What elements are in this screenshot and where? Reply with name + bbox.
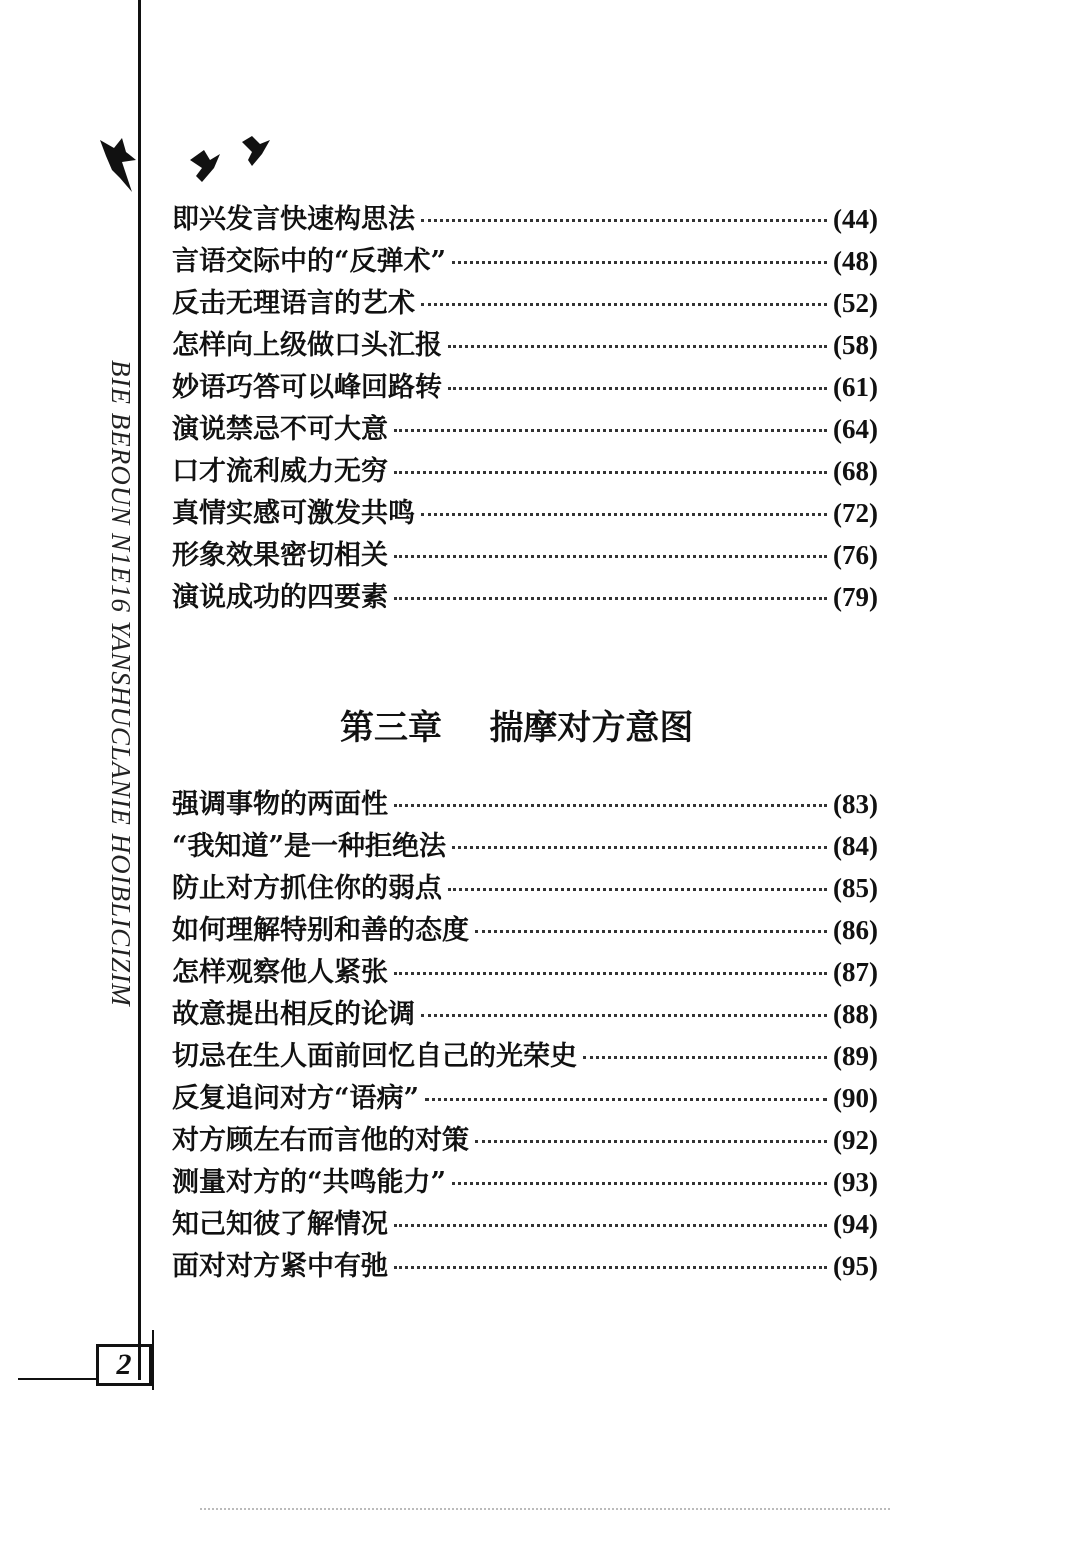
margin-rule-short: [152, 1330, 154, 1390]
toc-title: 演说成功的四要素: [172, 582, 388, 613]
side-decoration-text: BIE BEROUN N1E16 YANSHUCLANIE HOIBLICIZIM: [106, 360, 136, 1007]
toc-row[interactable]: [172, 909, 878, 951]
leader-dots: [421, 1013, 827, 1017]
leader-dots: [448, 887, 827, 891]
toc-row[interactable]: [172, 534, 878, 576]
leader-dots: [421, 218, 827, 222]
toc-row[interactable]: [172, 408, 878, 450]
toc-row[interactable]: [172, 825, 878, 867]
leader-dots: [448, 386, 827, 390]
toc-page: (68): [833, 456, 878, 486]
leader-dots: [421, 512, 827, 516]
leader-dots: [448, 344, 827, 348]
toc-page: (64): [833, 414, 878, 444]
toc-row[interactable]: [172, 951, 878, 993]
toc-row[interactable]: [172, 993, 878, 1035]
toc-page: (79): [833, 582, 878, 612]
toc-row[interactable]: [172, 1035, 878, 1077]
toc-title: 面对对方紧中有弛: [172, 1251, 388, 1282]
toc-title: 反击无理语言的艺术: [172, 288, 415, 319]
toc-row[interactable]: [172, 450, 878, 492]
toc-section: [172, 198, 878, 618]
toc-page: (48): [833, 246, 878, 276]
toc-title: 真情实感可激发共鸣: [172, 498, 415, 529]
leader-dots: [394, 971, 827, 975]
toc-title: 演说禁忌不可大意: [172, 414, 388, 445]
toc-title: 对方顾左右而言他的对策: [172, 1125, 469, 1156]
leader-dots: [425, 1097, 827, 1101]
toc-row[interactable]: [172, 282, 878, 324]
toc-page: (84): [833, 831, 878, 861]
toc-page: (89): [833, 1041, 878, 1071]
leader-dots: [452, 260, 827, 264]
toc-title: 如何理解特别和善的态度: [172, 915, 469, 946]
toc-page: (90): [833, 1083, 878, 1113]
toc-row[interactable]: [172, 240, 878, 282]
leader-dots: [394, 803, 827, 807]
toc-page: (95): [833, 1251, 878, 1281]
toc-row[interactable]: [172, 1203, 878, 1245]
toc-page: (93): [833, 1167, 878, 1197]
toc-title: 妙语巧答可以峰回路转: [172, 372, 442, 403]
page-number-rule: [18, 1378, 98, 1380]
toc-title: “我知道”是一种拒绝法: [172, 831, 447, 862]
birds-ornament-icon: [92, 120, 282, 210]
toc-page: (52): [833, 288, 878, 318]
toc-page: (88): [833, 999, 878, 1029]
leader-dots: [475, 1139, 827, 1143]
toc-row[interactable]: [172, 1077, 878, 1119]
leader-dots: [452, 845, 827, 849]
leader-dots: [394, 428, 827, 432]
toc-page: (87): [833, 957, 878, 987]
toc-row[interactable]: [172, 1161, 878, 1203]
toc-row[interactable]: [172, 366, 878, 408]
toc-page: (58): [833, 330, 878, 360]
toc-page: (86): [833, 915, 878, 945]
leader-dots: [583, 1055, 827, 1059]
toc-title: 怎样观察他人紧张: [172, 957, 388, 988]
toc-page: (72): [833, 498, 878, 528]
toc-title: 强调事物的两面性: [172, 789, 388, 820]
toc-row[interactable]: [172, 492, 878, 534]
toc-title: 形象效果密切相关: [172, 540, 388, 571]
leader-dots: [394, 470, 827, 474]
toc-title: 怎样向上级做口头汇报: [172, 330, 442, 361]
toc-title: 测量对方的“共鸣能力”: [172, 1167, 447, 1198]
toc-page: (92): [833, 1125, 878, 1155]
leader-dots: [475, 929, 827, 933]
toc-title: 切忌在生人面前回忆自己的光荣史: [172, 1041, 577, 1072]
toc-page: (85): [833, 873, 878, 903]
toc-title: 口才流利威力无穷: [172, 456, 388, 487]
toc-page: (44): [833, 204, 878, 234]
toc-title: 防止对方抓住你的弱点: [172, 873, 442, 904]
toc-row[interactable]: [172, 198, 878, 240]
toc-title: 即兴发言快速构思法: [172, 204, 415, 235]
toc-row[interactable]: [172, 1119, 878, 1161]
toc-row[interactable]: [172, 324, 878, 366]
chapter-heading: 第三章 揣摩对方意图: [340, 708, 694, 748]
leader-dots: [394, 1265, 827, 1269]
toc-row[interactable]: [172, 867, 878, 909]
toc-page: (61): [833, 372, 878, 402]
toc-row[interactable]: [172, 783, 878, 825]
scan-artifact: [200, 1505, 890, 1510]
toc-row[interactable]: [172, 1245, 878, 1287]
page-number: 2: [96, 1344, 152, 1386]
toc-page: (76): [833, 540, 878, 570]
toc-title: 言语交际中的“反弹术”: [172, 246, 447, 277]
leader-dots: [394, 596, 827, 600]
toc-page: (83): [833, 789, 878, 819]
toc-page: (94): [833, 1209, 878, 1239]
leader-dots: [452, 1181, 827, 1185]
toc-title: 知己知彼了解情况: [172, 1209, 388, 1240]
leader-dots: [421, 302, 827, 306]
toc-title: 故意提出相反的论调: [172, 999, 415, 1030]
leader-dots: [394, 554, 827, 558]
toc-title: 反复追问对方“语病”: [172, 1083, 420, 1114]
leader-dots: [394, 1223, 827, 1227]
toc-section: [172, 783, 878, 1287]
toc-row[interactable]: [172, 576, 878, 618]
